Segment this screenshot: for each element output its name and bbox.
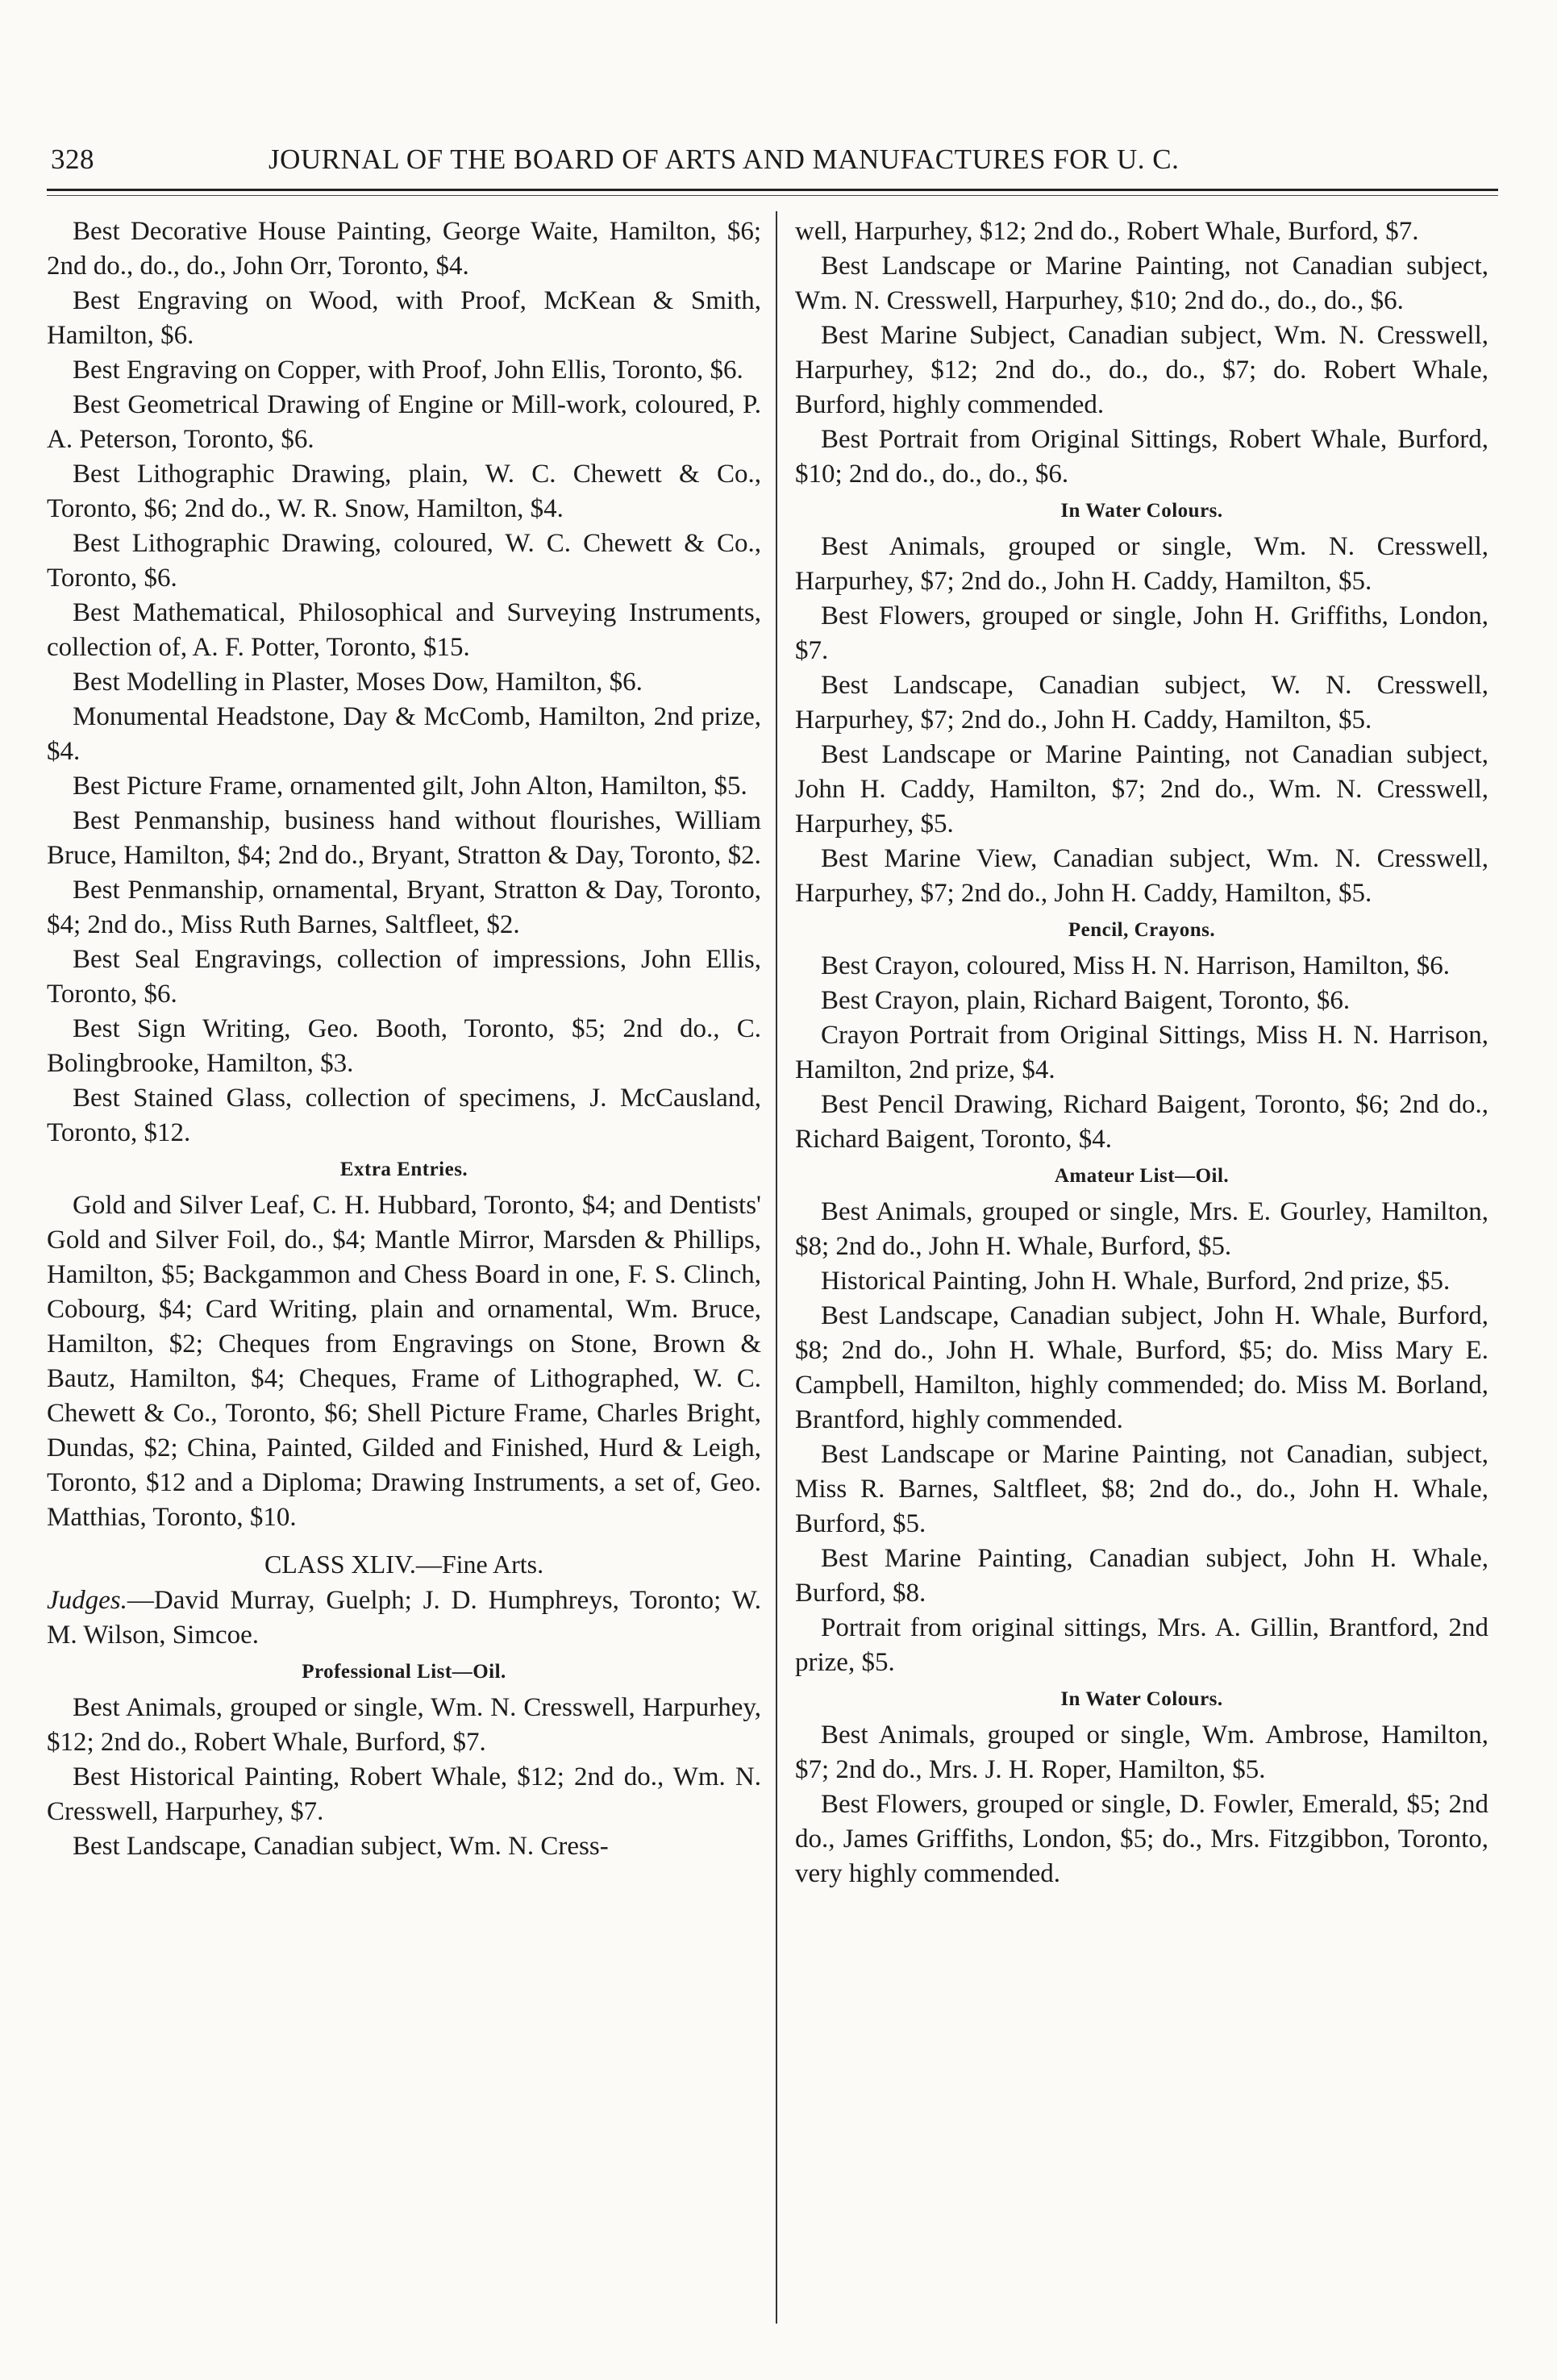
entry: Best Seal Engravings, collection of impressions, John Ellis, Toronto, $6. [47, 945, 761, 1009]
entry: Best Animals, grouped or single, Wm. N. Cresswell, Harpurhey, $7; 2nd do., John H. Caddy, Hamilton, $5. [795, 532, 1488, 596]
section-heading-professional-oil: Professional List—Oil. [302, 1661, 506, 1683]
entry: Best Landscape, Canadian subject, John H. Whale, Burford, $8; 2nd do., John H. Whale, Burford, $5; do. Miss Mary E. Campbell, Hamilton, highly commended; do. Miss M. Borland, Brantford, highly commended. [795, 1301, 1488, 1434]
judges-label: Judges. [47, 1586, 127, 1615]
page-header [51, 144, 1486, 184]
entry: Best Marine Subject, Canadian subject, Wm. N. Cresswell, Harpurhey, $12; 2nd do., do., do., $7; do. Robert Whale, Burford, highly commended. [795, 321, 1488, 419]
entry: Best Mathematical, Philosophical and Surveying Instruments, collection of, A. F. Potter, Toronto, $15. [47, 598, 761, 662]
judges-line [47, 1583, 761, 1653]
entry: Best Decorative House Painting, George Waite, Hamilton, $6; 2nd do., do., do., John Orr, Toronto, $4. [47, 217, 761, 281]
left-column [47, 214, 761, 1864]
entry: Best Penmanship, business hand without flourishes, William Bruce, Hamilton, $4; 2nd do., Bryant, Stratton & Day, Toronto, $2. [47, 806, 761, 870]
entry: Best Landscape, Canadian subject, W. N. Cresswell, Harpurhey, $7; 2nd do., John H. Caddy, Hamilton, $5. [795, 671, 1488, 734]
entry: Best Animals, grouped or single, Wm. Ambrose, Hamilton, $7; 2nd do., Mrs. J. H. Roper, Hamilton, $5. [795, 1721, 1488, 1784]
entry: Portrait from original sittings, Mrs. A. Gillin, Brantford, 2nd prize, $5. [795, 1613, 1488, 1677]
entry: Best Crayon, coloured, Miss H. N. Harrison, Hamilton, $6. [821, 951, 1450, 980]
entry: Best Animals, grouped or single, Mrs. E. Gourley, Hamilton, $8; 2nd do., John H. Whale, Burford, $5. [795, 1197, 1488, 1261]
entry: Best Penmanship, ornamental, Bryant, Stratton & Day, Toronto, $4; 2nd do., Miss Ruth Barnes, Saltfleet, $2. [47, 876, 761, 939]
journal-title: JOURNAL OF THE BOARD OF ARTS AND MANUFACTURES FOR U. C. [269, 144, 1180, 175]
entry: Best Portrait from Original Sittings, Robert Whale, Burford, $10; 2nd do., do., do., $6. [795, 425, 1488, 489]
entry: Best Lithographic Drawing, plain, W. C. Chewett & Co., Toronto, $6; 2nd do., W. R. Snow, Hamilton, $4. [47, 460, 761, 523]
entry: Best Engraving on Copper, with Proof, John Ellis, Toronto, $6. [73, 356, 743, 385]
class-heading: CLASS XLIV.—Fine Arts. [264, 1550, 544, 1579]
entry: Historical Painting, John H. Whale, Burford, 2nd prize, $5. [821, 1267, 1451, 1296]
entry: Best Flowers, grouped or single, John H. Griffiths, London, $7. [795, 601, 1488, 665]
column-divider [776, 211, 777, 2324]
entry: Best Historical Painting, Robert Whale, $12; 2nd do., Wm. N. Cresswell, Harpurhey, $7. [47, 1762, 761, 1826]
entry-continued: well, Harpurhey, $12; 2nd do., Robert Whale, Burford, $7. [795, 217, 1419, 246]
entry: Best Engraving on Wood, with Proof, McKean & Smith, Hamilton, $6. [47, 286, 761, 350]
entry: Best Crayon, plain, Richard Baigent, Toronto, $6. [821, 986, 1351, 1015]
section-heading-extra-entries: Extra Entries. [339, 1159, 468, 1180]
right-column [795, 214, 1488, 1891]
entry: Best Geometrical Drawing of Engine or Mill-work, coloured, P. A. Peterson, Toronto, $6. [47, 390, 761, 454]
entry: Best Landscape, Canadian subject, Wm. N. Cress- [73, 1832, 609, 1861]
section-heading-water-colours-amateur: In Water Colours. [1060, 1688, 1223, 1710]
section-heading-amateur-oil: Amateur List—Oil. [1054, 1165, 1230, 1187]
judges-text: —David Murray, Guelph; J. D. Humphreys, Toronto; W. M. Wilson, Simcoe. [47, 1586, 761, 1650]
entry: Best Landscape or Marine Painting, not Canadian subject, John H. Caddy, Hamilton, $7; 2nd do., Wm. N. Cresswell, Harpurhey, $5. [795, 740, 1488, 838]
entry: Best Picture Frame, ornamented gilt, John Alton, Hamilton, $5. [73, 772, 747, 801]
entry: Best Marine View, Canadian subject, Wm. N. Cresswell, Harpurhey, $7; 2nd do., John H. Caddy, Hamilton, $5. [795, 844, 1488, 908]
page-number: 328 [51, 144, 94, 175]
entry: Best Lithographic Drawing, coloured, W. C. Chewett & Co., Toronto, $6. [47, 529, 761, 593]
entry: Best Flowers, grouped or single, D. Fowler, Emerald, $5; 2nd do., James Griffiths, London, $5; do., Mrs. Fitzgibbon, Toronto, very highly commended. [795, 1790, 1488, 1888]
header-rule-thin [47, 195, 1498, 196]
section-heading-pencil-crayons: Pencil, Crayons. [1068, 919, 1216, 941]
entry: Monumental Headstone, Day & McComb, Hamilton, 2nd prize, $4. [47, 702, 761, 766]
entry: Best Marine Painting, Canadian subject, John H. Whale, Burford, $8. [795, 1544, 1488, 1608]
entry: Best Animals, grouped or single, Wm. N. Cresswell, Harpurhey, $12; 2nd do., Robert Whale, Burford, $7. [47, 1693, 761, 1757]
entry: Best Modelling in Plaster, Moses Dow, Hamilton, $6. [73, 668, 643, 697]
entry: Best Landscape or Marine Painting, not Canadian, subject, Miss R. Barnes, Saltfleet, $8; 2nd do., do., John H. Whale, Burford, $5. [795, 1440, 1488, 1538]
entry: Best Sign Writing, Geo. Booth, Toronto, $5; 2nd do., C. Bolingbrooke, Hamilton, $3. [47, 1014, 761, 1078]
entry: Best Stained Glass, collection of specimens, J. McCausland, Toronto, $12. [47, 1084, 761, 1147]
header-rule [47, 189, 1498, 191]
entry: Best Pencil Drawing, Richard Baigent, Toronto, $6; 2nd do., Richard Baigent, Toronto, $4. [795, 1090, 1488, 1154]
extra-entries-text: Gold and Silver Leaf, C. H. Hubbard, Toronto, $4; and Dentists' Gold and Silver Foil, do., $4; Mantle Mirror, Marsden & Phillips, Hamilton, $5; Backgammon and Chess Board in one, F. S. Clinch, Cobourg, $4; Card Writing, plain and ornamental, Wm. Bruce, Hamilton, $2; Cheques from Engravings on Stone, Brown & Bautz, Hamilton, $4; Cheques, Frame of Lithographed, W. C. Chewett & Co., Toronto, $6; Shell Picture Frame, Charles Bright, Dundas, $2; China, Painted, Gilded and Finished, Hurd & Leigh, Toronto, $12 and a Diploma; Drawing Instruments, a set of, Geo. Matthias, Toronto, $10. [47, 1191, 761, 1532]
entry: Best Landscape or Marine Painting, not Canadian subject, Wm. N. Cresswell, Harpurhey, $10; 2nd do., do., do., $6. [795, 252, 1488, 315]
section-heading-water-colours: In Water Colours. [1060, 500, 1223, 522]
entry: Crayon Portrait from Original Sittings, Miss H. N. Harrison, Hamilton, 2nd prize, $4. [795, 1021, 1488, 1084]
